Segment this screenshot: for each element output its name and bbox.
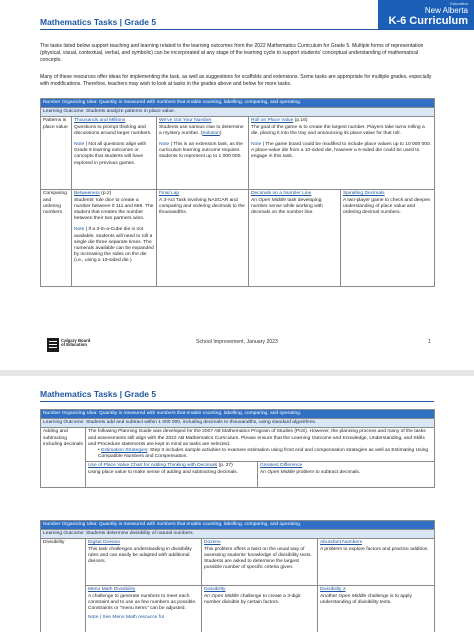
task-description: This problem offers a twist on the usual way of assessing students' knowledge of divisibility tests. Students are asked to determine the largest possible number of specific criteria given.	[204, 546, 312, 571]
task-description	[204, 594, 315, 606]
open-middle-term: Open Middle	[211, 593, 240, 599]
task-description: A challenge to generate numbers to meet each constraint and to use as few numbers as possible. Constraints or "menu items" can be adjusted.	[88, 593, 197, 612]
page-number: 1	[428, 339, 431, 345]
note-label: Note	[251, 142, 262, 148]
task-link-place-value-chart[interactable]: Use of Place Value Chart for Adding Thinking with Decimals	[88, 463, 218, 469]
page-reference: (p.16)	[293, 118, 308, 124]
task-cell	[72, 190, 157, 287]
row-label-divisibility: Divisibility	[41, 539, 86, 632]
page-reference: (p. 27)	[217, 463, 233, 469]
desc-text-end: task developing number sense while working with decimals on the number line.	[251, 197, 323, 216]
banner-new-alberta: New Alberta	[424, 6, 468, 15]
place-value-tasks-table	[40, 98, 435, 287]
task-cell	[249, 117, 435, 190]
banner-education-label: Education	[450, 1, 468, 6]
banner-k6-curriculum: K-6 Curriculum	[388, 15, 468, 27]
task-description: Students' role dice to create a number between 0 111 and 666. The student that creates the number between their two partners wins.	[74, 197, 154, 222]
task-note	[251, 142, 432, 161]
title-divider	[40, 29, 434, 30]
planning-guide-cell	[86, 428, 435, 462]
task-link-final-lap[interactable]: Final Lap	[159, 191, 180, 197]
desc-text: Another	[320, 593, 339, 599]
task-description: Using place value to make sense of adding and subtracting decimals.	[88, 469, 239, 475]
desc-text-end: challenge is to apply understanding of divisibility tests.	[320, 593, 412, 605]
page-title: Mathematics Tasks | Grade 5	[40, 17, 157, 27]
task-note	[159, 142, 246, 161]
task-link-betweeners[interactable]: Betweeners	[74, 191, 100, 197]
cbe-logo-text: Calgary Board of Education	[61, 338, 91, 348]
note-text: | If a 3-in-a-Cube die is not available, students will need to roll a single die three separate times. The numerals available can be expanded by increasing the sides on the die (i.e., using a 10-sided die.)	[74, 227, 154, 264]
curriculum-banner	[378, 0, 474, 30]
row-label-patterns-place-value: Patterns in place value	[41, 117, 72, 190]
title-divider	[40, 401, 434, 402]
planning-guide-text: The following Planning Guide was developed for the 2007 AB Mathematics Program of Studies (PoS). However, the planning process and many of the tasks and assessments still align with the 2022 AB Mathematics Curriculum. Please ensure that the Learning Outcome and Knowledge, Understanding, and Skills and Procedure statements are kept in mind as tasks are selected.	[88, 429, 426, 447]
task-description: Questions to prompt thinking and discussions around larger numbers.	[74, 124, 152, 136]
learning-outcome-header: Learning Outcome: Students add and subtract within 1 000 000, including decimals to thousandths, using standard algorithms.	[41, 419, 435, 428]
learning-outcome-header: Learning Outcome: Students determine divisibility of natural numbers.	[41, 530, 435, 539]
strategy-bullet: • Estimation Strategies: Step 3 includes sample activities to examine estimation using front end and compensation strategies as well as Estimating Using Compatible Numbers and Compensation.	[98, 448, 429, 460]
task-cell	[157, 190, 249, 287]
page-reference: (p.2)	[99, 191, 112, 197]
note-label: Note	[74, 142, 85, 148]
task-description	[320, 594, 432, 606]
task-link-divisibility-2[interactable]: Divisibility 2	[320, 587, 346, 593]
task-link-digital-division[interactable]: Digital Division	[88, 540, 121, 546]
task-cell	[72, 117, 157, 190]
desc-text: Students use various clue to determine a mystery number. (	[159, 124, 244, 136]
task-cell	[318, 539, 435, 586]
desc-text-end: problem to subtract decimals.	[295, 469, 361, 475]
add-subtract-tasks-table	[40, 409, 435, 488]
note-text: | Not all questions align with Grade 5 learning outcomes or concepts that students will have explored in previous games.	[74, 142, 147, 166]
open-middle-term: Open Middle	[258, 197, 287, 203]
task-note	[74, 142, 154, 167]
estimation-strategies-link[interactable]: Estimation Strategies	[101, 448, 148, 454]
task-description: A 3-Act Task involving NASCAR and comparing and ordering decimals to the thousandths.	[159, 197, 245, 216]
open-middle-term: Open Middle	[338, 593, 367, 599]
intro-paragraph-1: The tasks listed below support teaching and learning related to the learning outcomes from the 2022 Mathematics Curriculum for Grade 5. Multiple forms of representation (physical, visual, contextual, verbal, and symbolic) can be incorporated at any stage of the learning cycle to support students' conceptual understanding of mathematical concepts.	[40, 43, 424, 63]
intro-paragraph-2: Many of these resources offer ideas for implementing the task, as well as suggestions for scaffolds and extensions. Some tasks are appropriate for multiple grades, especially with modifications. Therefore, teachers may wish to look at tasks in the grades above and below for more tasks.	[40, 74, 432, 87]
task-link-dozens[interactable]: Dozens	[204, 540, 221, 546]
task-link-menu-math-divisibility[interactable]: Menu Math Divisibility	[88, 587, 136, 593]
task-cell	[249, 190, 341, 287]
task-link-divisibility[interactable]: Divisibility	[204, 587, 226, 593]
task-description: The goal of the game is to create the largest number. Players take turns rolling a die, placing it into the tray and announcing its place value for that roll.	[251, 124, 425, 136]
desc-text: An	[251, 197, 259, 203]
task-cell	[341, 190, 435, 287]
task-title-line	[88, 463, 255, 469]
task-cell	[202, 586, 318, 632]
task-description: A problem to explore factors and practice addition.	[320, 546, 429, 552]
page-title: Mathematics Tasks | Grade 5	[40, 389, 157, 399]
task-cell	[86, 462, 258, 488]
footer-school-improvement: School Improvement, January 2023	[196, 339, 278, 345]
document-page-2	[0, 376, 474, 632]
task-cell	[318, 586, 435, 632]
task-link-roll-on-place-value[interactable]: Roll on Place Value	[251, 118, 294, 124]
task-link-greatest-difference[interactable]: Greatest Difference	[260, 463, 303, 469]
organizing-idea-header: Number Organizing Idea: Quantity is measured with numbers that enable counting, labelling, comparing, and operating.	[41, 99, 435, 108]
bullet-text: : Step 3 includes sample activities to examine estimation using front end and compensation strategies as well as Estimating Using Compatible Numbers and Compensation.	[98, 448, 429, 460]
task-description	[159, 125, 246, 137]
row-label-comparing-ordering: Comparing and ordering numbers	[41, 190, 72, 287]
task-description	[251, 198, 338, 217]
divisibility-tasks-table	[40, 520, 435, 632]
desc-text-end: )	[219, 130, 222, 136]
note-label: Note	[159, 142, 170, 148]
desc-text: An	[204, 593, 212, 599]
desc-text-end: challenge to create a 3-digit number divisible by certain factors.	[204, 593, 301, 605]
desc-text: An	[260, 469, 268, 475]
task-description: A two-player game to check and deepen understanding of place value and ordering decimal numbers.	[343, 197, 431, 216]
task-cell	[86, 539, 202, 586]
task-link-thousands-millions[interactable]: Thousands and Millions	[74, 118, 126, 124]
task-description: This task challenges understanding in divisibility rules and can easily be adapted with additional divisors.	[88, 546, 192, 565]
task-link-abundant-numbers[interactable]: Abundant Numbers	[320, 540, 363, 546]
organizing-idea-header: Number Organizing Idea: Quantity is measured with numbers that enable counting, labelling, comparing, and operating.	[41, 410, 435, 419]
task-description	[260, 470, 432, 476]
solution-link[interactable]: Solution	[202, 130, 220, 136]
task-note	[74, 227, 154, 264]
row-label-adding-subtracting: Adding and subtracting including decimals	[41, 428, 86, 488]
task-cell	[202, 539, 318, 586]
task-cell	[157, 117, 249, 190]
note-text: | The game board could be modified to include place values up to 10 000 000. A place-value die from a 10-sided die, however a 6-sided die could be used to engage in this task.	[251, 142, 432, 160]
task-link-decimals-number-line[interactable]: Decimals on a Number Line	[251, 191, 312, 197]
task-cell	[86, 586, 202, 632]
task-note-cut-off: Note | See Menu Math resource for	[88, 615, 165, 621]
task-link-weve-got-your-number[interactable]: We've Got Your Number	[159, 118, 212, 124]
note-text: | This is an extension task, as the curriculum learning outcome requires students to represent up to 1 000 000.	[159, 142, 243, 160]
learning-outcome-header: Learning Outcome: Students analyze patterns in place value.	[41, 108, 435, 117]
task-cell	[258, 462, 435, 488]
organizing-idea-header: Number Organizing Idea: Quantity is measured with numbers that enable counting, labelling, comparing, and operating.	[41, 521, 435, 530]
note-label: Note	[74, 227, 85, 233]
task-link-spiralling-decimals[interactable]: Spiralling Decimals	[343, 191, 385, 197]
open-middle-term: Open Middle	[267, 469, 296, 475]
